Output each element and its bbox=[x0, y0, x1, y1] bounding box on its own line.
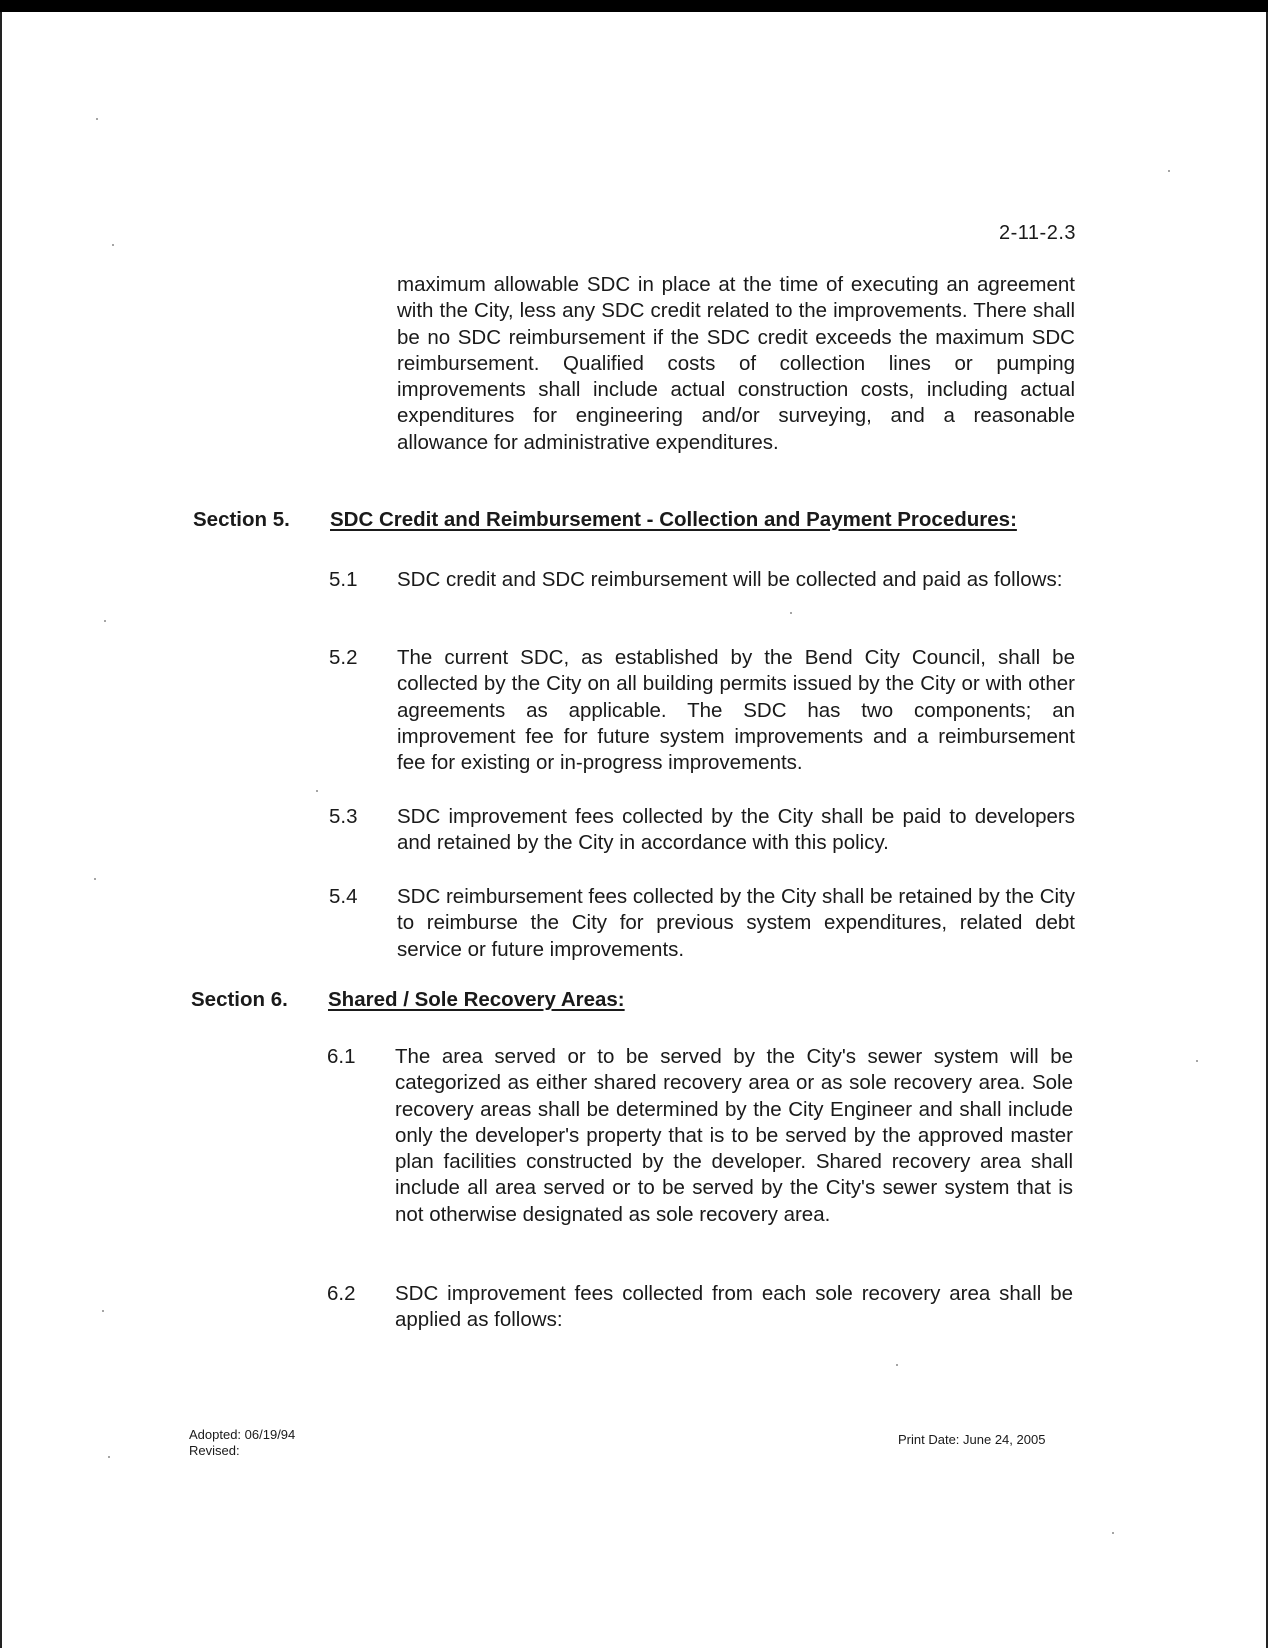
scan-left-border bbox=[0, 12, 2, 1648]
item-number: 5.3 bbox=[329, 805, 358, 828]
intro-paragraph: maximum allowable SDC in place at the time of executing an agreement with the City, less any SDC credit related to the improvements. There shall be no SDC reimbursement if the SDC credit exceeds the maximum SDC reimbursement. Qualified costs of collection lines or pumping improvements shall include actual construction costs, including actual expenditures for engineering and/or surveying, and a reasonable allowance for administrative expenditures. bbox=[397, 273, 1075, 454]
item-text: SDC improvement fees collected by the City shall be paid to developers and retained by the City in accordance with this policy. bbox=[397, 805, 1075, 855]
scan-speck bbox=[1196, 1060, 1198, 1062]
item-text: SDC improvement fees collected from each sole recovery area shall be applied as follows: bbox=[395, 1282, 1073, 1332]
scan-speck bbox=[1112, 1532, 1114, 1534]
item-text: SDC credit and SDC reimbursement will be collected and paid as follows: bbox=[397, 568, 1063, 591]
item-text: SDC reimbursement fees collected by the City shall be retained by the City to reimburse the City for previous system expenditures, related debt service or future improvements. bbox=[397, 885, 1075, 961]
adopted-date: Adopted: 06/19/94 bbox=[189, 1427, 296, 1442]
item-text: The area served or to be served by the City's sewer system will be categorized as either shared recovery area or as sole recovery area. Sole recovery areas shall be determined by the City Engineer and shall include only the developer's property that is to be served by the approved master plan facilities constructed by the developer. Shared recovery area shall include all area served or to be served by the City's sewer system that is not otherwise designated as sole recovery area. bbox=[395, 1045, 1073, 1226]
scan-speck bbox=[112, 244, 114, 246]
scan-top-border bbox=[0, 0, 1268, 12]
item-text: The current SDC, as established by the Bend City Council, shall be collected by the City on all building permits issued by the City or with other agreements as applicable. The SDC has two components; an improvement fee for future system improvements and a reimbursement fee for existing or in-progress improvements. bbox=[397, 646, 1075, 775]
scan-speck bbox=[102, 1310, 104, 1312]
section-title: Shared / Sole Recovery Areas: bbox=[328, 988, 625, 1011]
revised-date: Revised: bbox=[189, 1443, 240, 1458]
scan-speck bbox=[790, 612, 792, 614]
item-number: 5.1 bbox=[329, 568, 358, 591]
section-title: SDC Credit and Reimbursement - Collection and Payment Procedures: bbox=[330, 508, 1017, 531]
item-number: 6.2 bbox=[327, 1282, 356, 1305]
footer-adoption-info bbox=[189, 1427, 295, 1459]
page-number: 2-11-2.3 bbox=[998, 222, 1076, 244]
print-date: Print Date: June 24, 2005 bbox=[898, 1432, 1046, 1447]
item-number: 5.4 bbox=[329, 885, 358, 908]
item-number: 6.1 bbox=[327, 1045, 356, 1068]
item-number: 5.2 bbox=[329, 646, 358, 669]
section-label: Section 6. bbox=[191, 988, 288, 1011]
scan-speck bbox=[108, 1456, 110, 1458]
scan-speck bbox=[104, 620, 106, 622]
scan-speck bbox=[96, 118, 98, 120]
scan-speck bbox=[896, 1364, 898, 1366]
scan-speck bbox=[94, 878, 96, 880]
section-label: Section 5. bbox=[193, 508, 290, 531]
scan-speck bbox=[1168, 170, 1170, 172]
scan-speck bbox=[316, 790, 318, 792]
